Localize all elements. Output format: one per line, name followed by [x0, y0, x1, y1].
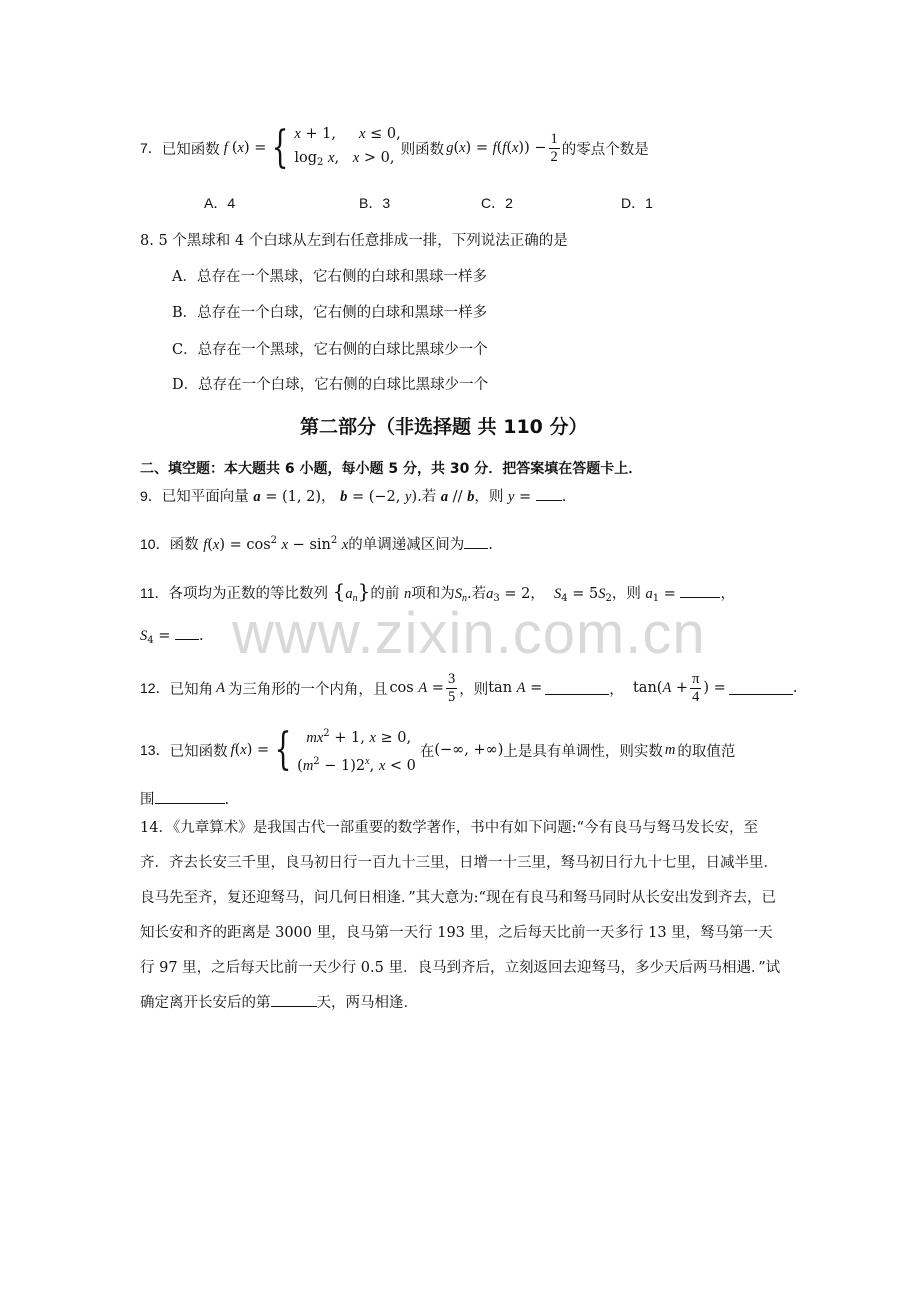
q9-text-3: ，则 [474, 489, 504, 505]
q9-text-2: .若 [417, 489, 437, 505]
q13-text-4: 的取值范 [677, 743, 736, 760]
question-13: 13． 已知函数 f(x) = { $mx^2 + 1$, x ≥ 0, $(m^2 - 1)2^x$, x < 0 在 (−∞, +∞) 上是具有单调性，则实数 m 的取值范 [140, 722, 735, 778]
q14-end: 天，两马相逢． [316, 995, 418, 1011]
q7-mid: 则函数 [400, 141, 445, 158]
q7-prefix: 已知函数 [161, 141, 220, 158]
q11-text-4: .若 [466, 586, 487, 602]
q10-answer-blank[interactable] [464, 536, 488, 549]
q7-function-lhs: f [223, 139, 228, 156]
q12-text-1: 已知角 [169, 681, 214, 698]
q14-text: 14．《九章算术》是我国古代一部重要的数学著作，书中有如下问题:“今有良马与驽马发长安，至齐．齐去长安三千里，良马初日行一百九十三里，日增一十三里，驽马初日行九十七里，日减半里．良马先至齐，复还迎驽马，问几何日相逢．”其大意为:“现在有良马和驽马同时从长安出发到齐去，已知长安和齐的距离是 3000 里，良马第一天行 193 里，之后每天比前一天多行 13 里，驽马第一天行 97 里，之后每天比前一天少行 0.5 里．良马到齐后，立刻返回去迎驽马，多少天后两马相遇．”试确定离开长安后的第 [140, 820, 781, 1011]
q13-number: 13． [140, 742, 170, 758]
q7-option-d: D．1 [621, 195, 653, 211]
q10-number: 10． [140, 536, 170, 552]
q11-number: 11． [140, 585, 169, 601]
q7-option-c: C．2 [481, 195, 513, 211]
q12-fraction-cos: $\frac{3}{5}$ [447, 671, 456, 705]
question-12: 12． 已知角 A 为三角形的一个内角，且 cos A = $\frac{3}{5}$ ，则 tan A = ， tan(A + $\frac{\pi}{4}$ ) = . [140, 671, 798, 705]
vector-a: a [253, 489, 261, 505]
q11-text-3: 项和为 [411, 586, 455, 602]
q8-option-a: A．总存在一个黑球，它右侧的白球和黑球一样多 [172, 269, 487, 285]
part2-instruction: 二、填空题：本大题共 6 小题，每小题 5 分，共 30 分．把答案填在答题卡上． [140, 461, 643, 477]
question-7: 7． 已知函数 f ( x ) = { x + 1, x ≤ 0, $\log_2 x$, x > 0, 则函数 g(x) = f(f(x)) − $\frac{1}{2}$ 的零点个数是 [140, 122, 649, 173]
question-11: 11．各项均为正数的等比数列 $\{a_n\}$的前 n项和为$S_n$.若$a_3 = 2$， $S_4 = 5S_2$，则 $a_1$ = ， [140, 579, 735, 604]
q9-text-1: 已知平面向量 [161, 489, 249, 505]
question-9: 9．已知平面向量 a = (1, 2)， b = (−2, y).若 a // b，则 y = . [140, 488, 567, 505]
q11-text-1: 各项均为正数的等比数列 [168, 586, 329, 602]
q7-suffix: 的零点个数是 [561, 141, 649, 158]
q8-stem: 8. 5 个黑球和 4 个白球从左到右任意排成一排，下列说法正确的是 [140, 233, 568, 249]
q12-answer-blank-1[interactable] [545, 682, 609, 695]
q9-answer-blank[interactable] [536, 488, 562, 501]
q11-text-2: 的前 [370, 586, 400, 602]
q13-answer-blank[interactable] [155, 791, 225, 804]
q13-cases: $mx^2 + 1$, x ≥ 0, $(m^2 - 1)2^x$, x < 0 [297, 728, 416, 774]
q10-text-2: 的单调递减区间为 [348, 537, 465, 553]
q12-answer-blank-2[interactable] [729, 682, 793, 695]
q7-number: 7． [140, 140, 162, 156]
q10-text-1: 函数 [169, 537, 199, 553]
q11-answer-blank-2[interactable] [175, 627, 199, 640]
q14-answer-blank[interactable] [271, 994, 317, 1007]
q11-answer-blank-1[interactable] [680, 585, 720, 598]
q13-text-2: 在 [419, 743, 435, 760]
question-14 [140, 811, 782, 1021]
q7-fraction: $\frac{1}{2}$ [550, 131, 558, 165]
q12-fraction-pi: $\frac{\pi}{4}$ [692, 671, 700, 705]
q7-brace: { [271, 122, 289, 173]
q13-text-3: 上是具有单调性，则实数 [503, 743, 663, 760]
q8-option-c: C．总存在一个黑球，它右侧的白球比黑球少一个 [172, 342, 488, 358]
q12-number: 12． [140, 680, 170, 696]
q12-text-2: 为三角形的一个内角，且 [227, 681, 388, 698]
question-10: 10．函数 $f(x) = \cos^2 x - \sin^2 x$的单调递减区间为 . [140, 535, 493, 553]
q7-g: g(x) = f(f(x)) − [446, 139, 547, 156]
q7-option-b: B．3 [359, 195, 391, 211]
q7-cases: x + 1, x ≤ 0, $\log_2 x$, x > 0, [294, 125, 401, 168]
question-11-line-2: $S_4$ = . [140, 628, 204, 646]
q12-text-3: ，则 [459, 681, 489, 698]
q11-text-5: ，则 [611, 586, 641, 602]
q9-number: 9． [140, 488, 162, 504]
q7-option-a: A．4 [204, 195, 236, 211]
q13-text-5: 围 [140, 792, 155, 808]
q8-option-b: B．总存在一个白球，它右侧的白球和黑球一样多 [172, 305, 488, 321]
watermark: www.zixin.com.cn [232, 601, 706, 666]
part2-title: 第二部分（非选择题 共 110 分） [300, 416, 588, 438]
question-13-line-2: 围 . [140, 792, 230, 808]
q8-option-d: D．总存在一个白球，它右侧的白球比黑球少一个 [172, 377, 489, 393]
vector-b: b [340, 489, 348, 505]
q13-text-1: 已知函数 [169, 743, 228, 760]
q13-brace: { [274, 724, 292, 775]
